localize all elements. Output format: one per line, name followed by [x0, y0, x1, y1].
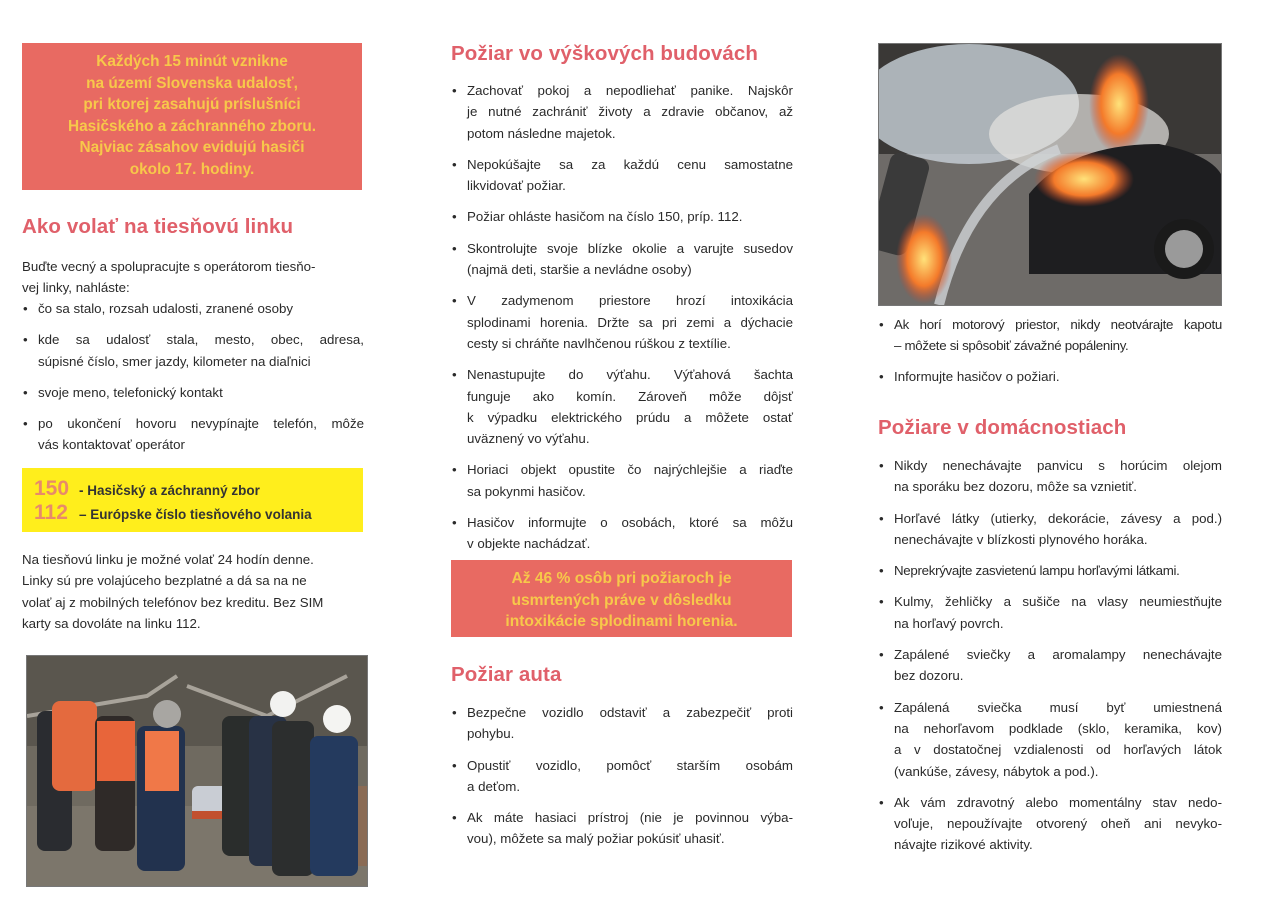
list-item — [878, 366, 1222, 387]
list-item — [22, 329, 364, 372]
stat-box-every-15-minutes — [22, 43, 362, 190]
list-item — [451, 238, 793, 281]
heading-car-fire: Požiar auta — [451, 663, 562, 686]
stat-line: okolo 17. hodiny. — [129, 160, 255, 178]
home-fire-list — [878, 455, 1222, 856]
line: • Horľavé látky (utierky, dekorácie, závesy a pod.) — [894, 510, 1222, 526]
line: • Nenastupujte do výťahu. Výťahová šachta — [467, 367, 793, 383]
line: súpisné číslo, smer jazdy, kilometer na diaľnici — [38, 353, 311, 369]
line: uväznený vo výťahu. — [467, 431, 590, 447]
number: 112 — [34, 501, 68, 524]
stat-line: Hasičského a záchranného zboru. — [67, 117, 317, 135]
line: • Ak horí motorový priestor, nikdy neotvárajte kapotu — [894, 317, 1222, 332]
list-item — [878, 591, 1222, 634]
emergency-number-112 — [34, 501, 363, 525]
note-line: karty sa dovoláte na linku 112. — [22, 615, 201, 631]
list-item — [451, 206, 793, 227]
list-item — [878, 508, 1222, 551]
stat-box-intoxication — [451, 560, 792, 637]
note-line: volať aj z mobilných telefónov bez kreditu. Bez SIM — [22, 594, 324, 610]
emergency-number-150 — [34, 477, 363, 501]
emergency-line-note — [22, 549, 364, 634]
list-item — [451, 364, 793, 449]
line: • Kulmy, žehličky a sušiče na vlasy neumiestňujte — [894, 594, 1222, 610]
list-item — [878, 697, 1222, 782]
line: • Opustiť vozidlo, pomôcť starším osobám — [467, 757, 793, 773]
line: • Ak máte hasiaci prístroj (nie je povinnou výba- — [467, 810, 793, 826]
line: nenechávajte v blízkosti plynového horáka. — [894, 531, 1148, 547]
line: • po ukončení hovoru nevypínajte telefón, môže — [38, 416, 364, 432]
line: • Horiaci objekt opustite čo najrýchlejšie a riaďte — [467, 462, 793, 478]
line: • Nepokúšajte sa za každú cenu samostatne — [467, 156, 793, 172]
intro-line: Buďte vecný a spolupracujte s operátorom tiesňo- — [22, 259, 316, 274]
list-item — [878, 455, 1222, 498]
line: • Požiar ohláste hasičom na číslo 150, príp. 112. — [467, 209, 743, 225]
list-item — [451, 512, 793, 555]
list-item — [22, 413, 364, 456]
list-item — [451, 807, 793, 850]
number: 150 — [34, 477, 70, 500]
line: • Neprekrývajte zasvietenú lampu horľavými látkami. — [894, 563, 1180, 579]
heading-high-rise-fire: Požiar vo výškových budovách — [451, 42, 758, 65]
heading-how-to-call: Ako volať na tiesňovú linku — [22, 215, 294, 238]
line: • Ak vám zdravotný alebo momentálny stav nedo- — [894, 794, 1222, 810]
burning-car-photo — [878, 43, 1222, 306]
line: likvidovať požiar. — [467, 178, 566, 194]
list-item — [451, 459, 793, 502]
line: • Nikdy nenechávajte panvicu s horúcim olejom — [894, 458, 1222, 473]
line: • Bezpečne vozidlo odstaviť a zabezpečiť proti — [467, 705, 793, 720]
line: a deťom. — [467, 778, 521, 794]
line: (vankúše, závesy, nábytok a pod.). — [894, 763, 1099, 779]
number-label: – Európske číslo tiesňového volania — [79, 507, 312, 522]
intro-text — [22, 256, 364, 299]
line: funguje ako komín. Zároveň môže dôjsť — [467, 388, 793, 404]
burning-car-illustration — [879, 44, 1221, 305]
stat-line: Najviac zásahov evidujú hasiči — [79, 139, 305, 157]
line: pohybu. — [467, 726, 515, 742]
list-item — [878, 560, 1222, 581]
list-item — [878, 314, 1222, 357]
note-line: Linky sú pre volajúceho bezplatné a dá sa na ne — [22, 573, 307, 589]
line: vás kontaktovať operátor — [38, 437, 185, 453]
list-item — [22, 382, 364, 403]
line: • čo sa stalo, rozsah udalosti, zranené osoby — [38, 301, 294, 316]
line: k výpadku elektrického prúdu a môžete ostať — [467, 409, 793, 425]
line: potom následne majetok. — [467, 125, 616, 141]
line: a v dostatočnej vzdialenosti od horľavých látok — [894, 742, 1222, 758]
line: • Skontrolujte svoje blízke okolie a varujte susedov — [467, 240, 793, 256]
car-fire-list — [451, 702, 793, 850]
list-item — [878, 644, 1222, 687]
line: návajte rizikové aktivity. — [894, 837, 1033, 853]
engine-fire-list — [878, 314, 1222, 387]
line: • kde sa udalosť stala, mesto, obec, adresa, — [38, 332, 364, 348]
list-item — [878, 792, 1222, 856]
list-item — [451, 290, 793, 354]
line: bez dozoru. — [894, 668, 964, 684]
list-item — [451, 755, 793, 798]
stat-line: usmrtených práve v dôsledku — [511, 591, 732, 609]
line: • V zadymenom priestore hrozí intoxikácia — [467, 293, 793, 309]
line: sa pokynmi hasičov. — [467, 483, 586, 499]
list-item — [22, 298, 364, 319]
list-item — [451, 154, 793, 197]
report-checklist — [22, 298, 364, 456]
emergency-numbers-box — [22, 468, 363, 532]
line: • svoje meno, telefonický kontakt — [38, 384, 223, 400]
high-rise-fire-list — [451, 80, 793, 555]
heading-home-fires: Požiare v domácnostiach — [878, 416, 1127, 439]
line: voľuje, nepoužívajte otvorený oheň ani nevyko- — [894, 816, 1222, 832]
line: cesty si chráňte navlhčenou rúškou z textílie. — [467, 335, 731, 351]
line: • Zapálená sviečka musí byť umiestnená — [894, 699, 1222, 715]
rescue-team-photo — [26, 655, 368, 887]
line: v objekte nachádzať. — [467, 536, 591, 552]
list-item — [451, 702, 793, 745]
line: vou), môžete sa malý požiar pokúsiť uhasiť. — [467, 831, 725, 847]
stat-line: Každých 15 minút vznikne — [96, 53, 288, 70]
line: na sporáku bez dozoru, môže sa vznietiť. — [894, 479, 1137, 495]
rescue-photo-illustration — [27, 656, 367, 886]
stat-line: pri ktorej zasahujú príslušníci — [83, 96, 301, 114]
stat-line: Až 46 % osôb pri požiaroch je — [511, 570, 732, 587]
number-label: - Hasičský a záchranný zbor — [79, 483, 260, 498]
stat-line: na území Slovenska udalosť, — [86, 74, 298, 92]
stat-line: intoxikácie splodinami horenia. — [505, 613, 738, 630]
line: splodinami horenia. Držte sa pri zemi a dýchacie — [467, 314, 793, 330]
line: (najmä deti, staršie a nevládne osoby) — [467, 262, 692, 278]
line: na nehorľavom podklade (sklo, keramika, kov) — [894, 720, 1222, 736]
line: • Zachovať pokoj a nepodliehať panike. Najskôr — [467, 83, 793, 98]
line: • Hasičov informujte o osobách, ktoré sa môžu — [467, 515, 793, 531]
note-line: Na tiesňovú linku je možné volať 24 hodín denne. — [22, 552, 314, 567]
line: na horľavý povrch. — [894, 615, 1004, 631]
intro-line: vej linky, nahláste: — [22, 280, 130, 296]
line: – môžete si spôsobiť závažné popáleniny. — [894, 338, 1129, 354]
line: je nutné zachrániť životy a zdravie občanov, až — [467, 104, 793, 120]
line: • Zapálené sviečky a aromalampy nenechávajte — [894, 647, 1222, 663]
line: • Informujte hasičov o požiari. — [894, 368, 1060, 384]
list-item — [451, 80, 793, 144]
